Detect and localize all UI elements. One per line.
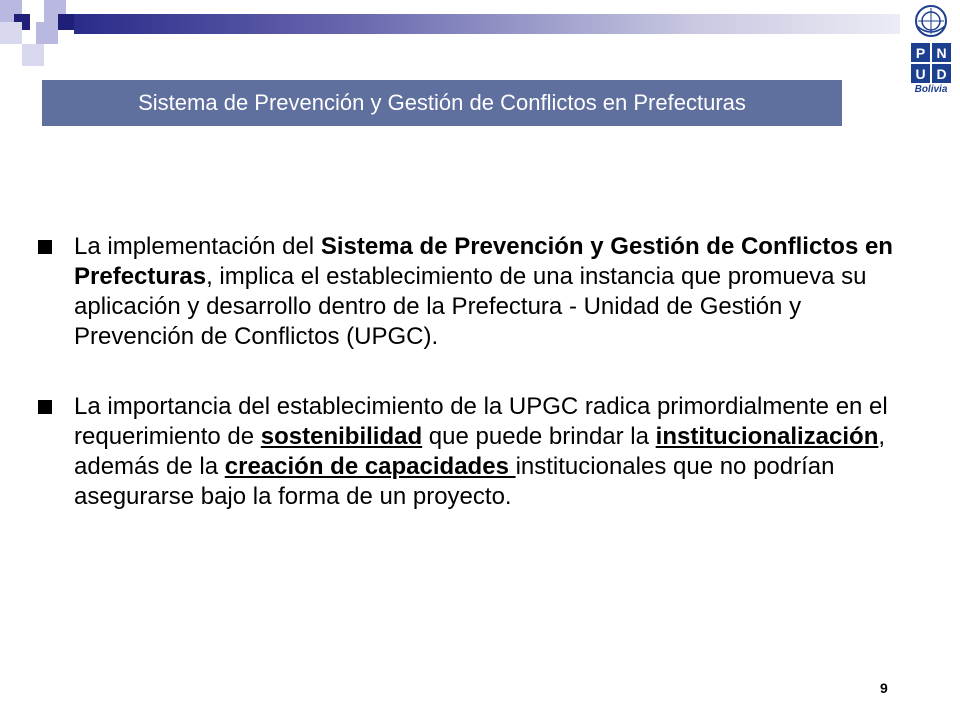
bullet-list bbox=[36, 232, 916, 552]
undp-logo bbox=[906, 4, 956, 100]
logo-letter-u: U bbox=[910, 63, 931, 84]
header-gradient-bar bbox=[74, 14, 900, 34]
decor-square-6 bbox=[36, 22, 58, 44]
slide-title: Sistema de Prevención y Gestión de Conflictos en Prefecturas bbox=[42, 80, 842, 126]
bullet-1-text-2: , implica el establecimiento de una instancia que promueva su aplicación y desarrollo dentro de la Prefectura - Unidad de Gestión y Prevención de Conflictos (UPGC). bbox=[74, 263, 867, 350]
bullet-2-sostenibilidad: sostenibilidad bbox=[260, 423, 423, 450]
un-emblem-icon bbox=[914, 4, 948, 38]
decor-square-5 bbox=[0, 22, 22, 44]
bullet-item-1 bbox=[36, 232, 916, 352]
decor-square-7 bbox=[58, 14, 74, 30]
bullet-square-icon bbox=[38, 240, 52, 254]
bullet-2-text-3: , además de la bbox=[74, 423, 886, 480]
bullet-2-text-4: institucionales que no podrían asegurarse bajo la forma de un proyecto. bbox=[74, 453, 835, 510]
logo-letter-p: P bbox=[910, 42, 931, 63]
bullet-2-text-2: que puede brindar la bbox=[422, 423, 656, 450]
page-number: 9 bbox=[880, 680, 888, 696]
undp-letter-grid bbox=[910, 42, 952, 84]
logo-letter-d: D bbox=[931, 63, 952, 84]
bullet-1-bold-system-name: Sistema de Prevención y Gestión de Conflictos en Prefecturas bbox=[74, 233, 893, 290]
bullet-2-creacion-capacidades: creación de capacidades bbox=[224, 453, 516, 480]
bullet-1-text-1: La implementación del bbox=[74, 233, 321, 260]
bullet-2-institucionalizacion: institucionalización bbox=[655, 423, 879, 450]
bullet-item-2 bbox=[36, 392, 916, 512]
logo-letter-n: N bbox=[931, 42, 952, 63]
bullet-square-icon bbox=[38, 400, 52, 414]
decor-square-8 bbox=[22, 44, 44, 66]
logo-country: Bolivia bbox=[914, 84, 948, 95]
bullet-2-text-1: La importancia del establecimiento de la UPGC radica primordialmente en el requerimiento de bbox=[74, 393, 888, 450]
